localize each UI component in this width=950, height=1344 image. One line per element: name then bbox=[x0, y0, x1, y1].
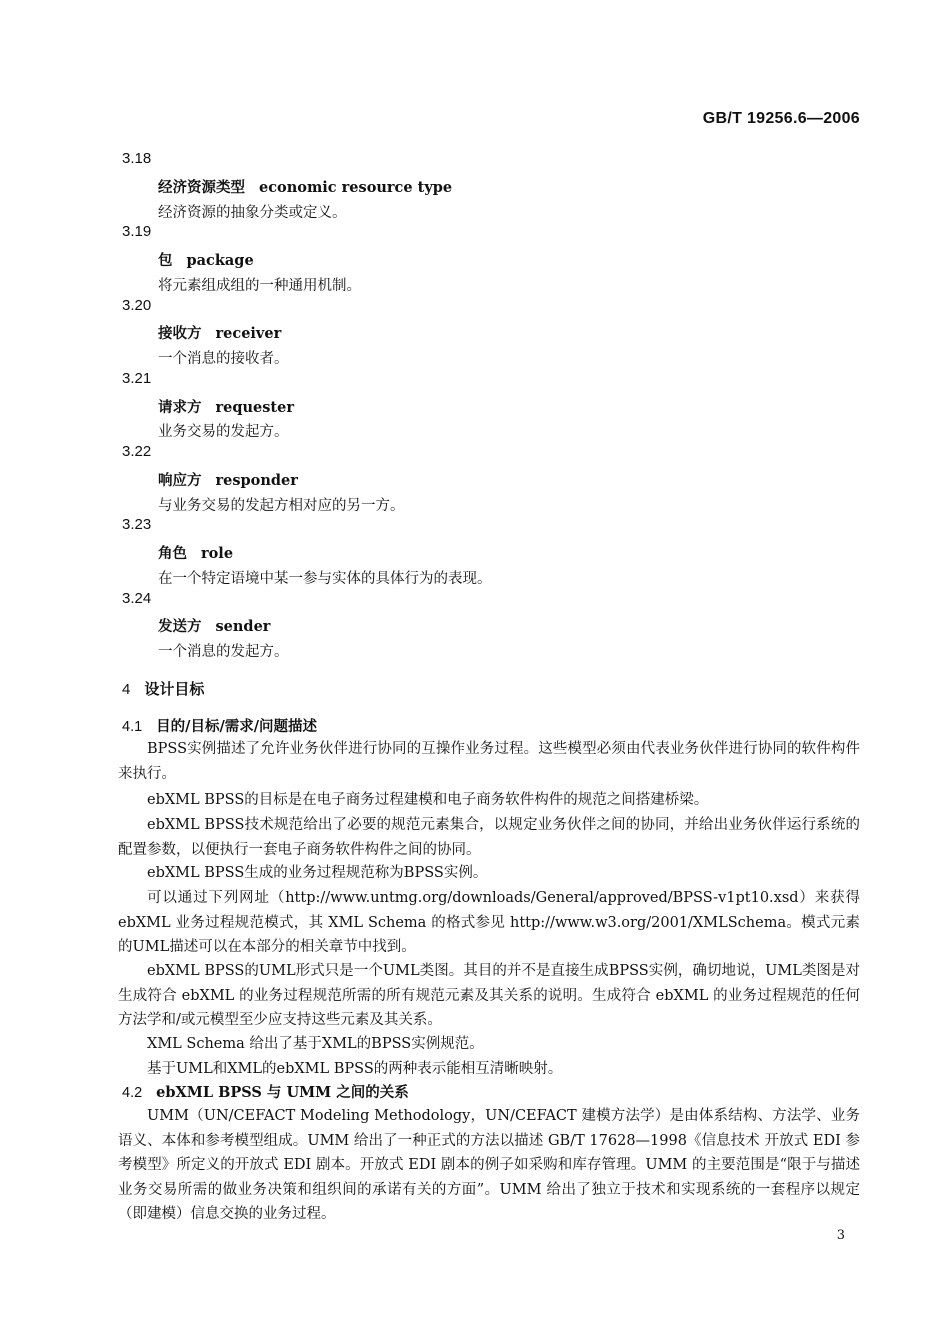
paragraph: XML Schema 给出了基于XML的BPSS实例规范。 bbox=[147, 1036, 484, 1052]
term-en: requester bbox=[215, 399, 294, 416]
term-number: 3.22 bbox=[122, 443, 152, 460]
term-number: 3.19 bbox=[122, 223, 152, 240]
term-en: economic resource type bbox=[259, 179, 453, 196]
term-zh: 请求方 bbox=[158, 399, 202, 416]
term-number: 3.18 bbox=[122, 150, 152, 167]
term-zh: 发送方 bbox=[158, 618, 202, 635]
paragraph: 可以通过下列网址（http://www.untmg.org/downloads/General/approved/BPSS-v1pt10.xsd）来获得 ebXML 业务过程规范模式，其 XML Schema 的格式参见 http://www.w3.org/2001/XMLSchema。模式元素的UML描述可以在本部分的相关章节中找到。 bbox=[118, 890, 860, 955]
term-heading bbox=[158, 396, 294, 417]
section-number: 4 bbox=[122, 681, 131, 698]
term-definition: 一个消息的接收者。 bbox=[158, 351, 289, 367]
term-number: 3.23 bbox=[122, 516, 152, 533]
subsection-heading bbox=[122, 1081, 409, 1102]
term-definition: 业务交易的发起方。 bbox=[158, 424, 289, 440]
term-en: package bbox=[186, 252, 254, 269]
term-heading bbox=[158, 615, 270, 636]
subsection-heading bbox=[122, 715, 317, 736]
paragraph: BPSS实例描述了允许业务伙伴进行协同的互操作业务过程。这些模型必须由代表业务伙伴进行协同的软件构件来执行。 bbox=[118, 741, 860, 782]
term-heading bbox=[158, 176, 452, 197]
paragraph: ebXML BPSS生成的业务过程规范称为BPSS实例。 bbox=[147, 865, 488, 881]
term-en: receiver bbox=[215, 325, 282, 342]
subsection-number: 4.1 bbox=[122, 719, 143, 735]
section-heading bbox=[122, 678, 204, 699]
term-definition: 与业务交易的发起方相对应的另一方。 bbox=[158, 498, 405, 514]
term-definition: 在一个特定语境中某一参与实体的具体行为的表现。 bbox=[158, 571, 492, 587]
term-number: 3.20 bbox=[122, 297, 152, 314]
paragraph: 基于UML和XML的ebXML BPSS的两种表示能相互清晰映射。 bbox=[147, 1061, 563, 1077]
term-zh: 响应方 bbox=[158, 472, 202, 489]
page-number: 3 bbox=[836, 1228, 845, 1243]
term-heading bbox=[158, 542, 233, 563]
term-definition: 将元素组成组的一种通用机制。 bbox=[158, 278, 361, 294]
section-title: 设计目标 bbox=[144, 680, 205, 698]
subsection-title: ebXML BPSS 与 UMM 之间的关系 bbox=[156, 1084, 409, 1101]
term-zh: 包 bbox=[158, 252, 173, 269]
term-zh: 角色 bbox=[158, 545, 187, 562]
term-definition: 经济资源的抽象分类或定义。 bbox=[158, 205, 347, 221]
standard-number: GB/T 19256.6—2006 bbox=[702, 110, 860, 127]
term-en: role bbox=[201, 545, 234, 562]
subsection-title: 目的/目标/需求/问题描述 bbox=[156, 718, 318, 735]
term-definition: 一个消息的发起方。 bbox=[158, 644, 289, 660]
subsection-number: 4.2 bbox=[122, 1085, 143, 1101]
term-heading bbox=[158, 322, 281, 343]
term-en: sender bbox=[215, 618, 271, 635]
term-number: 3.21 bbox=[122, 370, 152, 387]
term-heading bbox=[158, 469, 298, 490]
term-number: 3.24 bbox=[122, 590, 152, 607]
paragraph: ebXML BPSS的目标是在电子商务过程建模和电子商务软件构件的规范之间搭建桥梁。 bbox=[147, 792, 709, 808]
paragraph: ebXML BPSS技术规范给出了必要的规范元素集合，以规定业务伙伴之间的协同，并给出业务伙伴运行系统的配置参数，以便执行一套电子商务软件构件之间的协同。 bbox=[118, 817, 860, 858]
term-en: responder bbox=[215, 472, 298, 489]
term-zh: 经济资源类型 bbox=[158, 179, 245, 196]
paragraph: UMM（UN/CEFACT Modeling Methodology，UN/CEFACT 建模方法学）是由体系结构、方法学、业务语义、本体和参考模型组成。UMM 给出了一种正式的方法以描述 GB/T 17628—1998《信息技术 开放式 EDI 参考模型》所定义的开放式 EDI 剧本。开放式 EDI 剧本的例子如采购和库存管理。UMM 的主要范围是“限于与描述业务交易所需的做业务决策和组织间的承诺有关的方面”。UMM 给出了独立于技术和实现系统的一套程序以规定（即建模）信息交换的业务过程。 bbox=[118, 1108, 860, 1222]
paragraph: ebXML BPSS的UML形式只是一个UML类图。其目的并不是直接生成BPSS实例，确切地说，UML类图是对生成符合 ebXML 的业务过程规范所需的所有规范元素及其关系的说明。生成符合 ebXML 的业务过程规范的任何方法学和/或元模型至少应支持这些元素及其关系。 bbox=[118, 963, 860, 1028]
term-heading bbox=[158, 249, 254, 270]
term-zh: 接收方 bbox=[158, 325, 202, 342]
